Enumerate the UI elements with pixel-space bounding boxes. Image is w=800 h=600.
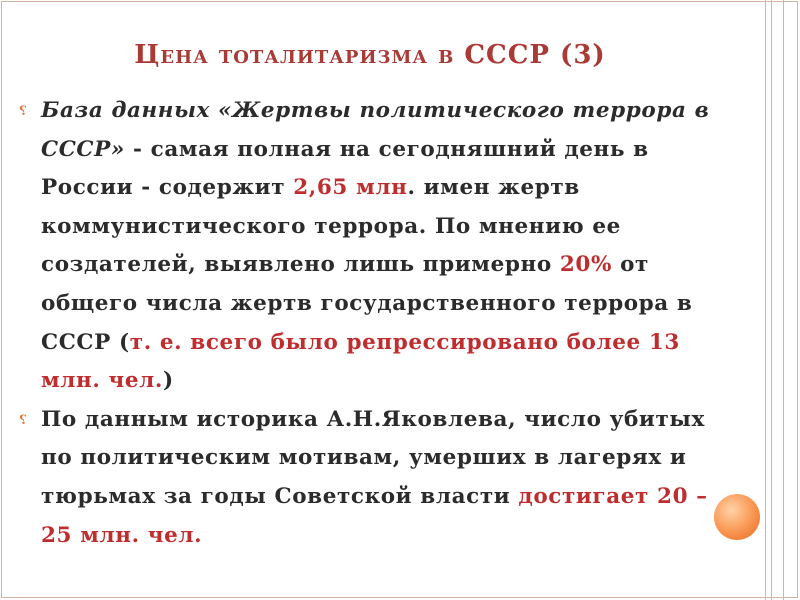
bullet-text: - самая полная на сегодняшний день в России - содержит — [41, 136, 649, 201]
decorative-orb — [714, 494, 760, 540]
bullet-text: ) — [163, 368, 174, 394]
bullet-item — [19, 92, 739, 401]
frame-line — [765, 0, 766, 600]
highlight-count: 2,65 млн — [293, 175, 408, 201]
bullet-item — [19, 401, 739, 555]
bullet-text: от общего числа жертв государственного террора в СССР ( — [41, 252, 693, 355]
frame-line — [771, 0, 772, 600]
highlight-percent: 20% — [559, 252, 612, 278]
slide-title: Цена тоталитаризма в СССР (3) — [134, 40, 606, 70]
bullet-icon: ⸮ — [19, 412, 28, 428]
bullet-icon: ⸮ — [19, 104, 28, 119]
database-name: База данных «Жертвы политического террора в СССР» — [41, 98, 710, 162]
bullet-text: . имен жертв коммунистического террора. По мнению ее создателей, выявлено лишь примерно — [41, 175, 621, 278]
highlight-total: т. е. всего было репрессировано более 13 млн. чел. — [41, 329, 680, 394]
highlight-victims: достигает 20 – 25 млн. чел. — [41, 483, 708, 548]
frame-line — [783, 0, 784, 600]
slide-body — [19, 92, 739, 555]
bullet-text: По данным историка А.Н.Яковлева, число убитых по политическим мотивам, умерших в лагерях и тюрьмах за годы Советской власти — [41, 406, 705, 509]
